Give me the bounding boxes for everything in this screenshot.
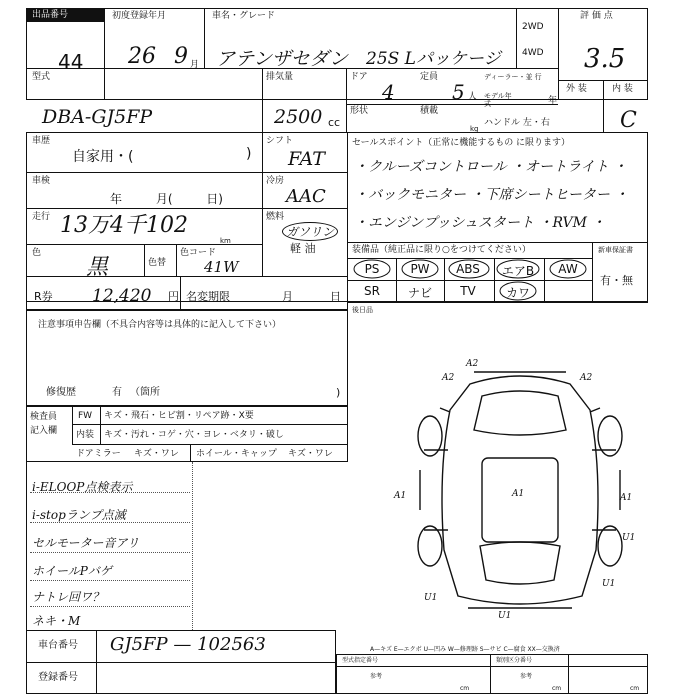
frame-block: [336, 654, 648, 694]
note-6: ネキ・M: [32, 614, 81, 628]
frame-sub-1: 参考: [370, 673, 383, 680]
equip-tv: TV: [460, 284, 476, 298]
equip-airbag: エアB: [501, 264, 535, 278]
frame-label-2: 類別区分番号: [496, 657, 533, 664]
kg-unit: kg: [470, 125, 479, 133]
model-label: 型式: [32, 72, 51, 82]
drive-2wd: 2WD: [522, 22, 544, 32]
ac-value: AAC: [286, 186, 326, 207]
inspector-label-2: 記入欄: [30, 426, 58, 436]
inspect-text: 年 月( 日): [110, 192, 223, 206]
mark-a1-roof: A1: [512, 489, 525, 499]
repair-yes: 有: [112, 387, 122, 398]
interior-grade: C: [620, 108, 637, 133]
exterior-label: 外 装: [566, 84, 587, 94]
mark-a2-front: A2: [466, 359, 479, 369]
score-label: 評 価 点: [580, 11, 613, 21]
chassis-value: GJ5FP — 102563: [110, 634, 266, 655]
equip-navi: ナビ: [407, 286, 432, 300]
mark-a1-right: A1: [620, 493, 633, 503]
shift-label: シフト: [266, 136, 294, 146]
deadline-day: 日: [330, 290, 341, 303]
inspector-wheel: ホイール・キャップ: [196, 449, 277, 459]
cap-label: 定員: [420, 72, 439, 82]
equipment-grid: [348, 258, 592, 302]
capacity: 5: [452, 80, 465, 104]
diesel-label: 軽 油: [290, 242, 316, 255]
shape-label: 形状: [350, 106, 369, 116]
lot-label: 出品番号: [32, 10, 69, 20]
mileage-label: 走行: [32, 212, 51, 222]
doors: 4: [382, 80, 395, 104]
mark-a2-left: A2: [442, 373, 455, 383]
damage-legend: A—キズ E—エクボ U—凹み W—修理跡 S—サビ C—腐食 XX—交換済: [370, 646, 560, 653]
sales-line-2: ・バックモニター ・下席シートヒーター ・: [354, 187, 629, 203]
note-1: i-ELOOP点検表示: [32, 480, 133, 494]
name-label: 車名・グレード: [212, 11, 276, 21]
disp-label: 排気量: [266, 72, 294, 82]
chassis-label: 車台番号: [38, 640, 78, 651]
lot-number: 44: [58, 50, 84, 74]
colorcode-value: 41W: [204, 258, 239, 276]
mark-u1-rear-left: U1: [424, 593, 438, 603]
ac-label: 冷房: [266, 176, 285, 186]
score-value: 3.5: [584, 44, 626, 74]
recycle-label: R券: [34, 290, 53, 303]
warranty-value: 有・無: [600, 274, 633, 287]
recolor-label: 色替: [148, 258, 167, 268]
equipment-label: 装備品（純正品に限り○をつけてください）: [352, 245, 531, 255]
sales-label: セールスポイント（正常に機能するもの に限ります）: [352, 138, 571, 148]
note-5: ナトレ回ワ？: [32, 590, 105, 604]
note-2: i-stopランプ点滅: [32, 508, 126, 522]
reg-month-unit: 月: [190, 60, 200, 70]
door-label: ドア: [350, 72, 368, 82]
inspector-fw: FW: [78, 411, 93, 421]
frame-cm-2: cm: [552, 685, 562, 692]
warranty-label: 新車保証書: [598, 246, 633, 254]
interior-label: 内 装: [612, 84, 633, 94]
km-unit: km: [220, 237, 231, 245]
car-damage-diagram: [390, 350, 650, 620]
deadline-month: 月: [282, 290, 293, 303]
plate-label: 登録番号: [38, 672, 78, 683]
disp-value: 2500: [274, 106, 323, 128]
disp-unit: cc: [328, 116, 341, 129]
recycle-unit: 円: [168, 290, 179, 303]
modelyear-label: モデル年式: [484, 92, 512, 108]
frame-label-1: 型式指定番号: [342, 657, 379, 664]
equip-pw: PW: [410, 262, 430, 276]
after-label: 後日品: [352, 306, 373, 314]
year-unit: 年: [548, 96, 558, 106]
frame-sub-2: 参考: [520, 673, 533, 680]
equip-ps: PS: [364, 262, 380, 276]
inspector-mirror-text: キズ・ワレ: [134, 449, 179, 459]
frame-cm-3: cm: [630, 685, 640, 692]
shift-value: FAT: [288, 148, 325, 170]
deadline-label: 名変期限: [186, 290, 230, 303]
inspector-fw-text: キズ・飛石・ヒビ割・リペア跡・X要: [104, 411, 254, 421]
inspector-mirror: ドアミラー: [76, 449, 121, 459]
equip-leather: カワ: [505, 286, 530, 300]
inspector-in: 内装: [76, 430, 95, 440]
model-value: DBA-GJ5FP: [42, 106, 153, 128]
reg-year: 26: [128, 44, 156, 69]
mark-a1-left: A1: [394, 491, 407, 501]
mark-a2-right: A2: [580, 373, 593, 383]
recycle-amount: 12,420: [92, 286, 152, 306]
sales-line-3: ・エンジンプッシュスタート ・RVM ・: [354, 215, 606, 231]
sales-line-1: ・クルーズコントロール ・オートライト ・: [354, 159, 628, 175]
equip-aw: AW: [558, 262, 578, 276]
mark-u1-right: U1: [622, 533, 636, 543]
grade: 25S Lパッケージ: [366, 49, 501, 69]
inspector-in-text: キズ・汚れ・コゲ・穴・ヨレ・ベタリ・破し: [104, 430, 284, 440]
mileage-value: 13万4千102: [60, 213, 188, 238]
color-value: 黒: [86, 255, 109, 280]
cap-unit: 人: [468, 92, 478, 102]
car-name: アテンザセダン: [216, 48, 348, 70]
frame-cm-1: cm: [460, 685, 470, 692]
reg-label: 初度登録年月: [112, 11, 167, 21]
usage-value: 自家用・(: [72, 149, 134, 165]
equip-abs: ABS: [456, 262, 480, 276]
note-3: セルモーター音アリ: [32, 536, 140, 550]
fuel-value: ガソリン: [282, 222, 338, 241]
repair-label: 修復歴: [46, 387, 76, 398]
repair-place: （箇所: [130, 387, 160, 398]
note-4: ホイールPバゲ: [32, 564, 112, 578]
mark-u1-rear-right: U1: [602, 579, 616, 589]
drive-4wd: 4WD: [522, 48, 544, 58]
inspector-wheel-text: キズ・ワレ: [288, 449, 333, 459]
fuel-label: 燃料: [266, 212, 285, 222]
handle-label: ハンドル 左・右: [484, 118, 550, 128]
usage-label: 車歴: [32, 136, 51, 146]
reg-month: 9: [174, 44, 188, 69]
inspect-label: 車検: [32, 176, 51, 186]
caution-label: 注意事項申告欄（不具合内容等は具体的に記入して下さい）: [38, 320, 282, 330]
color-label: 色: [32, 248, 42, 258]
equipment-circles: [348, 258, 592, 302]
equip-sr: SR: [364, 284, 380, 298]
mark-u1-rear: U1: [498, 611, 512, 620]
load-label: 積載: [420, 106, 439, 116]
inspector-label-1: 検査員: [30, 412, 58, 422]
colorcode-label: 色コード: [180, 248, 217, 258]
dealer-label: ディーラー・並 行: [484, 73, 542, 81]
